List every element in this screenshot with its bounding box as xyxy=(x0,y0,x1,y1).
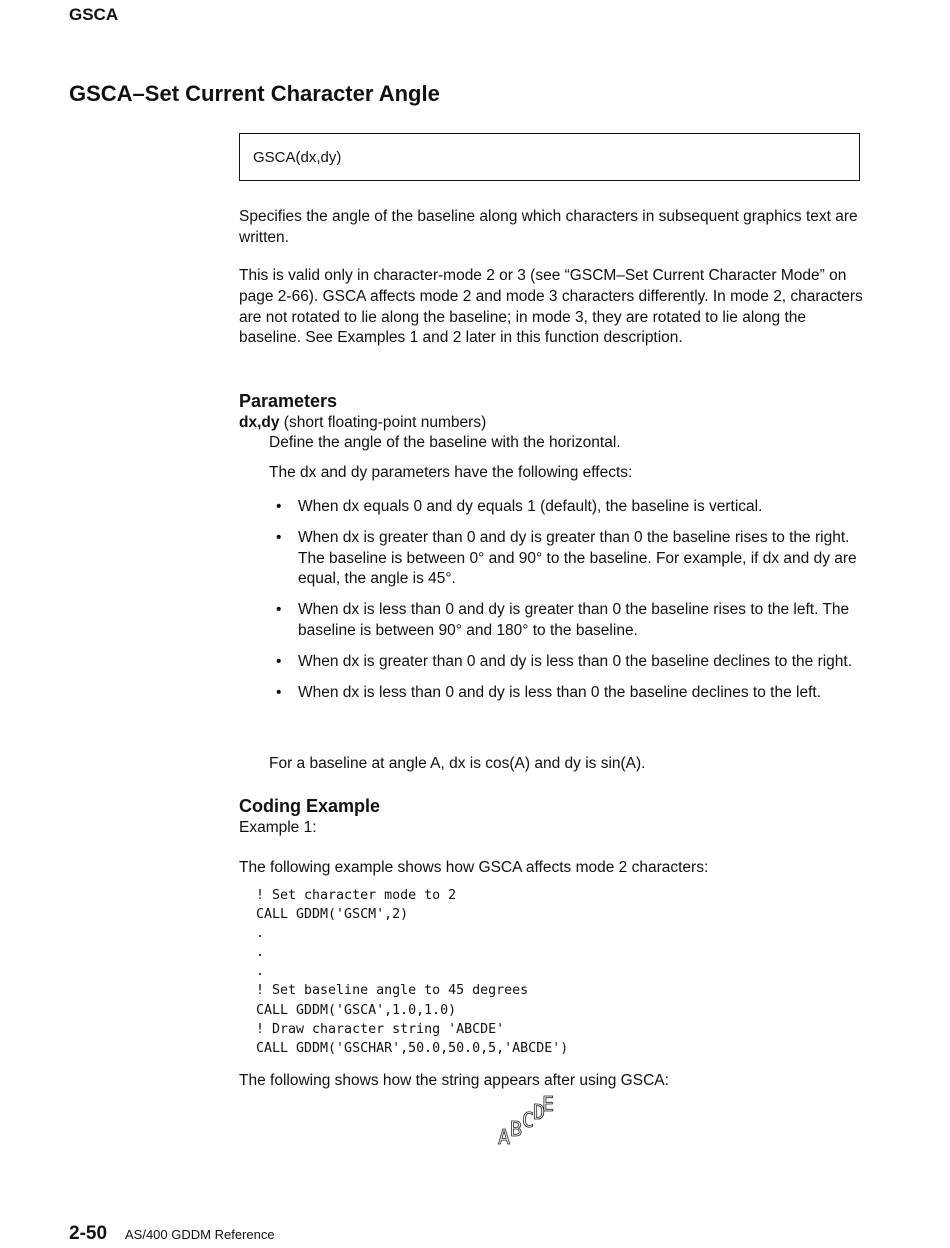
list-item xyxy=(276,600,866,642)
section-title: GSCA–Set Current Character Angle xyxy=(69,81,440,106)
example-label: Example 1: xyxy=(239,819,317,836)
code-block: ! Set character mode to 2 CALL GDDM('GSCM',2) . . . ! Set baseline angle to 45 degrees CALL GDDM('GSCA',1.0,1.0) ! Draw character string 'ABCDE' CALL GDDM('GSCHAR',50.0,50.0,5,'ABCDE') xyxy=(256,888,569,1056)
figure-letter-d: D xyxy=(533,1100,546,1124)
angled-text-figure xyxy=(490,1092,570,1148)
syntax-signature: GSCA(dx,dy) xyxy=(253,149,342,166)
bullet-icon: • xyxy=(276,601,282,619)
bullet-icon: • xyxy=(276,683,282,701)
running-header: GSCA xyxy=(69,5,119,24)
list-item-text: When dx equals 0 and dy equals 1 (default), the baseline is vertical. xyxy=(298,498,763,515)
intro-paragraph-2: This is valid only in character-mode 2 or 3 (see “GSCM–Set Current Character Mode” on page 2-66). GSCA affects mode 2 and mode 3 characters differently. In mode 2, characters are not rotated to lie along the baseline; in mode 3, they are rotated to lie along the baseline. See Examples 1 and 2 later in this function description. xyxy=(239,267,863,347)
footer-book-title: AS/400 GDDM Reference xyxy=(125,1227,275,1242)
bullet-icon: • xyxy=(276,528,282,546)
list-item-text: When dx is greater than 0 and dy is greater than 0 the baseline rises to the right. The baseline is between 0° and 90° to the baseline. For example, if dx and dy are equal, the angle is 45°. xyxy=(298,528,857,588)
list-item xyxy=(276,683,866,704)
figure-letter-a: A xyxy=(498,1125,511,1148)
parameters-heading: Parameters xyxy=(239,391,338,411)
list-item xyxy=(276,528,866,590)
syntax-box xyxy=(239,133,860,181)
parameter-type: (short floating-point numbers) xyxy=(279,414,487,431)
effects-list xyxy=(276,497,866,713)
figure-letter-c: C xyxy=(522,1108,535,1132)
bullet-icon: • xyxy=(276,498,282,515)
list-item-text: When dx is less than 0 and dy is greater than 0 the baseline rises to the left. The baseline is between 90° and 180° to the baseline. xyxy=(298,601,850,639)
list-item xyxy=(276,497,866,518)
list-item-text: When dx is greater than 0 and dy is less than 0 the baseline declines to the right. xyxy=(298,652,853,670)
list-item xyxy=(276,652,866,673)
figure-letter-e: E xyxy=(542,1092,555,1116)
coding-example-heading: Coding Example xyxy=(239,796,381,816)
effects-intro: The dx and dy parameters have the following effects: xyxy=(269,464,633,481)
example-intro: The following example shows how GSCA affects mode 2 characters: xyxy=(239,859,709,876)
parameter-term xyxy=(239,413,486,434)
parameter-name: dx,dy xyxy=(239,414,280,431)
formula-text: For a baseline at angle A, dx is cos(A) and dy is sin(A). xyxy=(269,755,646,772)
footer-page-number: 2-50 xyxy=(69,1223,108,1244)
intro-paragraph-1: Specifies the angle of the baseline along which characters in subsequent graphics text are written. xyxy=(239,208,858,246)
bullet-icon: • xyxy=(276,652,282,670)
parameter-definition: Define the angle of the baseline with the horizontal. xyxy=(269,434,621,451)
figure-letter-b: B xyxy=(510,1117,523,1141)
result-text: The following shows how the string appears after using GSCA: xyxy=(239,1072,669,1089)
list-item-text: When dx is less than 0 and dy is less than 0 the baseline declines to the left. xyxy=(298,683,822,701)
